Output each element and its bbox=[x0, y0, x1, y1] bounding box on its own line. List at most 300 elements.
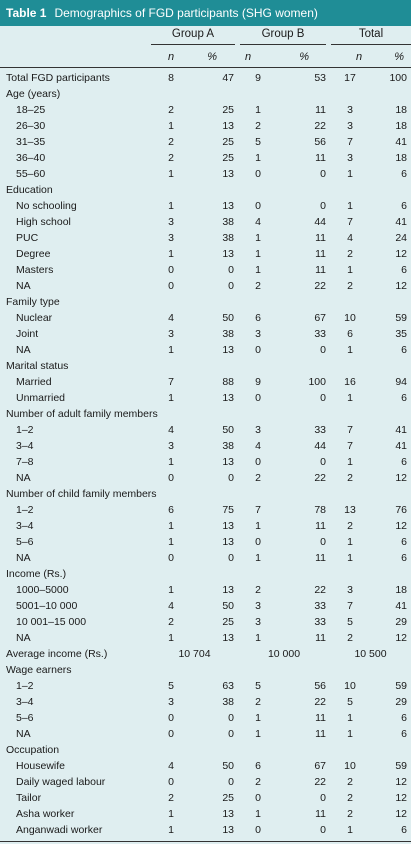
percent-cell: 0 bbox=[320, 536, 326, 548]
count-cell: 2 bbox=[347, 280, 353, 292]
count-cell: 4 bbox=[347, 232, 353, 244]
count-cell: 0 bbox=[168, 552, 174, 564]
table-row bbox=[0, 758, 411, 774]
percent-cell: 25 bbox=[222, 616, 234, 628]
percent-cell: 6 bbox=[401, 392, 407, 404]
percent-cell: 11 bbox=[315, 632, 326, 644]
row-label: 5001–10 000 bbox=[16, 600, 78, 612]
section-header-row bbox=[0, 294, 411, 310]
count-cell: 0 bbox=[255, 824, 261, 836]
percent-cell: 18 bbox=[395, 152, 407, 164]
table-row bbox=[0, 374, 411, 390]
count-cell: 1 bbox=[255, 728, 261, 740]
table-label: Table 1 bbox=[6, 6, 47, 20]
count-cell: 10 bbox=[344, 312, 356, 324]
row-label: 3–4 bbox=[16, 696, 34, 708]
percent-cell: 0 bbox=[228, 552, 234, 564]
count-cell: 2 bbox=[168, 792, 174, 804]
percent-cell: 50 bbox=[222, 760, 234, 772]
percent-cell: 0 bbox=[228, 472, 234, 484]
count-cell: 1 bbox=[255, 248, 261, 260]
percent-cell: 0 bbox=[320, 344, 326, 356]
count-cell: 1 bbox=[347, 552, 353, 564]
count-cell: 4 bbox=[168, 600, 174, 612]
percent-cell: 13 bbox=[222, 200, 234, 212]
percent-cell: 11 bbox=[315, 232, 326, 244]
percent-cell: 22 bbox=[314, 280, 326, 292]
count-cell: 1 bbox=[255, 232, 261, 244]
row-label: 5–6 bbox=[16, 712, 34, 724]
count-cell: 0 bbox=[168, 728, 174, 740]
row-label: 26–30 bbox=[16, 120, 46, 132]
count-cell: 2 bbox=[255, 280, 261, 292]
row-label: Housewife bbox=[16, 760, 66, 772]
table-row bbox=[0, 470, 411, 486]
percent-cell: 12 bbox=[395, 472, 407, 484]
demographics-table bbox=[0, 70, 411, 838]
subhead-n-b: n bbox=[244, 51, 252, 63]
table-row bbox=[0, 198, 411, 214]
table-row bbox=[0, 534, 411, 550]
count-cell: 1 bbox=[168, 536, 174, 548]
count-cell: 0 bbox=[255, 456, 261, 468]
count-cell: 2 bbox=[255, 584, 261, 596]
count-cell: 1 bbox=[255, 264, 261, 276]
percent-cell: 11 bbox=[315, 152, 326, 164]
row-label: 36–40 bbox=[16, 152, 46, 164]
table-row bbox=[0, 438, 411, 454]
section-header-row bbox=[0, 182, 411, 198]
section-header-row bbox=[0, 742, 411, 758]
table-row bbox=[0, 630, 411, 646]
percent-cell: 38 bbox=[222, 232, 234, 244]
count-cell: 7 bbox=[347, 136, 353, 148]
row-label: Total FGD participants bbox=[6, 72, 110, 84]
percent-cell: 44 bbox=[314, 216, 326, 228]
count-cell: 1 bbox=[255, 632, 261, 644]
count-cell: 2 bbox=[347, 248, 353, 260]
table-row bbox=[0, 230, 411, 246]
row-label: 1–2 bbox=[16, 680, 34, 692]
table-row bbox=[0, 822, 411, 838]
count-cell: 2 bbox=[347, 520, 353, 532]
count-cell: 7 bbox=[347, 216, 353, 228]
percent-cell: 6 bbox=[401, 536, 407, 548]
count-cell: 0 bbox=[255, 168, 261, 180]
count-cell: 1 bbox=[347, 456, 353, 468]
row-label: NA bbox=[16, 632, 31, 644]
percent-cell: 41 bbox=[395, 440, 407, 452]
table-row bbox=[0, 150, 411, 166]
percent-cell: 12 bbox=[395, 792, 407, 804]
percent-cell: 38 bbox=[222, 328, 234, 340]
section-label: Wage earners bbox=[6, 664, 72, 676]
count-cell: 1 bbox=[168, 824, 174, 836]
table-row bbox=[0, 326, 411, 342]
percent-cell: 53 bbox=[314, 72, 326, 84]
subhead-pct-a: % bbox=[207, 51, 217, 63]
count-cell: 1 bbox=[347, 168, 353, 180]
percent-cell: 11 bbox=[315, 712, 326, 724]
section-label: Number of child family members bbox=[6, 488, 157, 500]
percent-cell: 13 bbox=[222, 632, 234, 644]
count-cell: 3 bbox=[347, 584, 353, 596]
percent-cell: 6 bbox=[401, 264, 407, 276]
table-row bbox=[0, 598, 411, 614]
percent-cell: 11 bbox=[315, 552, 326, 564]
count-cell: 3 bbox=[347, 152, 353, 164]
table-row bbox=[0, 134, 411, 150]
percent-cell: 6 bbox=[401, 712, 407, 724]
table-row bbox=[0, 262, 411, 278]
table-row bbox=[0, 614, 411, 630]
section-label: Family type bbox=[6, 296, 60, 308]
percent-cell: 0 bbox=[320, 168, 326, 180]
row-label: Asha worker bbox=[16, 808, 75, 820]
table-row bbox=[0, 70, 411, 86]
percent-cell: 13 bbox=[222, 120, 234, 132]
count-cell: 7 bbox=[347, 424, 353, 436]
percent-cell: 63 bbox=[222, 680, 234, 692]
count-cell: 8 bbox=[168, 72, 174, 84]
count-cell: 0 bbox=[168, 712, 174, 724]
table-body bbox=[0, 70, 411, 838]
section-header-row bbox=[0, 406, 411, 422]
percent-cell: 29 bbox=[395, 616, 407, 628]
count-cell: 1 bbox=[168, 200, 174, 212]
percent-cell: 11 bbox=[315, 248, 326, 260]
row-label: 5–6 bbox=[16, 536, 34, 548]
row-label: 55–60 bbox=[16, 168, 46, 180]
row-label: No schooling bbox=[16, 200, 77, 212]
percent-cell: 0 bbox=[228, 712, 234, 724]
count-cell: 4 bbox=[168, 424, 174, 436]
count-cell: 6 bbox=[255, 312, 261, 324]
percent-cell: 0 bbox=[228, 280, 234, 292]
count-cell: 1 bbox=[347, 536, 353, 548]
count-cell: 1 bbox=[168, 344, 174, 356]
row-label: Unmarried bbox=[16, 392, 66, 404]
count-cell: 0 bbox=[168, 280, 174, 292]
row-label: Average income (Rs.) bbox=[6, 648, 108, 660]
row-label: 7–8 bbox=[16, 456, 34, 468]
table-row bbox=[0, 102, 411, 118]
table-row bbox=[0, 454, 411, 470]
row-label: PUC bbox=[16, 232, 39, 244]
row-label: NA bbox=[16, 472, 31, 484]
percent-cell: 6 bbox=[401, 168, 407, 180]
count-cell: 0 bbox=[255, 200, 261, 212]
count-cell: 1 bbox=[168, 584, 174, 596]
count-cell: 3 bbox=[168, 216, 174, 228]
count-cell: 2 bbox=[168, 104, 174, 116]
percent-cell: 78 bbox=[314, 504, 326, 516]
count-cell: 4 bbox=[255, 440, 261, 452]
section-label: Age (years) bbox=[6, 88, 61, 100]
percent-cell: 11 bbox=[315, 808, 326, 820]
table-row bbox=[0, 710, 411, 726]
average-income-value: 10 500 bbox=[354, 648, 387, 660]
count-cell: 16 bbox=[344, 376, 356, 388]
percent-cell: 50 bbox=[222, 312, 234, 324]
count-cell: 1 bbox=[255, 520, 261, 532]
percent-cell: 44 bbox=[314, 440, 326, 452]
percent-cell: 13 bbox=[222, 536, 234, 548]
percent-cell: 13 bbox=[222, 520, 234, 532]
percent-cell: 22 bbox=[314, 584, 326, 596]
percent-cell: 12 bbox=[395, 280, 407, 292]
percent-cell: 56 bbox=[314, 680, 326, 692]
count-cell: 1 bbox=[168, 632, 174, 644]
section-header-row bbox=[0, 358, 411, 374]
row-label: 10 001–15 000 bbox=[16, 616, 87, 628]
count-cell: 0 bbox=[168, 264, 174, 276]
percent-cell: 0 bbox=[228, 776, 234, 788]
count-cell: 5 bbox=[347, 696, 353, 708]
percent-cell: 13 bbox=[222, 392, 234, 404]
percent-cell: 33 bbox=[314, 616, 326, 628]
row-label: 31–35 bbox=[16, 136, 46, 148]
percent-cell: 18 bbox=[395, 104, 407, 116]
row-label: Nuclear bbox=[16, 312, 53, 324]
percent-cell: 59 bbox=[395, 312, 407, 324]
table-row bbox=[0, 118, 411, 134]
percent-cell: 38 bbox=[222, 440, 234, 452]
percent-cell: 33 bbox=[314, 424, 326, 436]
count-cell: 1 bbox=[168, 168, 174, 180]
count-cell: 6 bbox=[168, 504, 174, 516]
percent-cell: 25 bbox=[222, 792, 234, 804]
count-cell: 1 bbox=[255, 712, 261, 724]
row-label: 1–2 bbox=[16, 424, 34, 436]
count-cell: 2 bbox=[168, 136, 174, 148]
group-a-header: Group A bbox=[151, 28, 235, 45]
count-cell: 0 bbox=[255, 344, 261, 356]
row-label: 3–4 bbox=[16, 440, 34, 452]
count-cell: 0 bbox=[168, 776, 174, 788]
percent-cell: 12 bbox=[395, 520, 407, 532]
count-cell: 3 bbox=[255, 616, 261, 628]
table-row bbox=[0, 246, 411, 262]
percent-cell: 94 bbox=[395, 376, 407, 388]
percent-cell: 67 bbox=[314, 760, 326, 772]
percent-cell: 35 bbox=[395, 328, 407, 340]
count-cell: 7 bbox=[168, 376, 174, 388]
count-cell: 2 bbox=[255, 472, 261, 484]
count-cell: 3 bbox=[347, 104, 353, 116]
count-cell: 3 bbox=[255, 424, 261, 436]
count-cell: 1 bbox=[347, 264, 353, 276]
percent-cell: 33 bbox=[314, 328, 326, 340]
table-row bbox=[0, 774, 411, 790]
table-row bbox=[0, 582, 411, 598]
percent-cell: 25 bbox=[222, 104, 234, 116]
percent-cell: 29 bbox=[395, 696, 407, 708]
count-cell: 4 bbox=[168, 760, 174, 772]
count-cell: 2 bbox=[347, 792, 353, 804]
row-label: Married bbox=[16, 376, 52, 388]
percent-cell: 18 bbox=[395, 120, 407, 132]
row-label: Daily waged labour bbox=[16, 776, 106, 788]
count-cell: 1 bbox=[347, 728, 353, 740]
percent-cell: 22 bbox=[314, 776, 326, 788]
table-row bbox=[0, 806, 411, 822]
percent-cell: 6 bbox=[401, 728, 407, 740]
table-row bbox=[0, 502, 411, 518]
percent-cell: 12 bbox=[395, 248, 407, 260]
row-label: 1–2 bbox=[16, 504, 34, 516]
count-cell: 1 bbox=[255, 152, 261, 164]
section-label: Education bbox=[6, 184, 53, 196]
percent-cell: 13 bbox=[222, 808, 234, 820]
row-label: NA bbox=[16, 728, 31, 740]
percent-cell: 0 bbox=[320, 824, 326, 836]
percent-cell: 13 bbox=[222, 248, 234, 260]
table-row bbox=[0, 422, 411, 438]
row-label: NA bbox=[16, 552, 31, 564]
count-cell: 1 bbox=[168, 456, 174, 468]
count-cell: 2 bbox=[255, 696, 261, 708]
table-row bbox=[0, 518, 411, 534]
section-header-row bbox=[0, 86, 411, 102]
percent-cell: 18 bbox=[395, 584, 407, 596]
header-rule bbox=[0, 67, 411, 68]
count-cell: 7 bbox=[347, 440, 353, 452]
percent-cell: 11 bbox=[315, 520, 326, 532]
table-caption: Demographics of FGD participants (SHG women) bbox=[54, 6, 318, 20]
table-row bbox=[0, 278, 411, 294]
percent-cell: 12 bbox=[395, 808, 407, 820]
subhead-n-total: n bbox=[355, 51, 363, 63]
percent-cell: 13 bbox=[222, 168, 234, 180]
count-cell: 5 bbox=[255, 136, 261, 148]
count-cell: 10 bbox=[344, 760, 356, 772]
percent-cell: 0 bbox=[320, 392, 326, 404]
average-income-value: 10 000 bbox=[267, 648, 301, 660]
count-cell: 0 bbox=[255, 392, 261, 404]
count-cell: 2 bbox=[347, 776, 353, 788]
subhead-pct-total: % bbox=[394, 51, 404, 63]
count-cell: 0 bbox=[255, 536, 261, 548]
average-income-row bbox=[0, 646, 411, 662]
row-label: Tailor bbox=[16, 792, 42, 804]
section-label: Number of adult family members bbox=[6, 408, 158, 420]
row-label: Masters bbox=[16, 264, 54, 276]
percent-cell: 6 bbox=[401, 200, 407, 212]
percent-cell: 0 bbox=[320, 200, 326, 212]
percent-cell: 13 bbox=[222, 344, 234, 356]
count-cell: 3 bbox=[255, 600, 261, 612]
percent-cell: 75 bbox=[222, 504, 234, 516]
percent-cell: 12 bbox=[395, 632, 407, 644]
percent-cell: 76 bbox=[395, 504, 407, 516]
bottom-rule bbox=[0, 841, 411, 842]
count-cell: 4 bbox=[168, 312, 174, 324]
count-cell: 2 bbox=[168, 616, 174, 628]
percent-cell: 25 bbox=[222, 152, 234, 164]
percent-cell: 6 bbox=[401, 456, 407, 468]
count-cell: 2 bbox=[347, 472, 353, 484]
table-row bbox=[0, 726, 411, 742]
count-cell: 7 bbox=[347, 600, 353, 612]
table-row bbox=[0, 342, 411, 358]
percent-cell: 6 bbox=[401, 344, 407, 356]
table-row bbox=[0, 166, 411, 182]
row-label: Anganwadi worker bbox=[16, 824, 103, 836]
percent-cell: 41 bbox=[395, 600, 407, 612]
percent-cell: 67 bbox=[314, 312, 326, 324]
table-row bbox=[0, 310, 411, 326]
percent-cell: 41 bbox=[395, 424, 407, 436]
count-cell: 0 bbox=[255, 792, 261, 804]
count-cell: 5 bbox=[168, 680, 174, 692]
count-cell: 1 bbox=[168, 808, 174, 820]
section-label: Income (Rs.) bbox=[6, 568, 67, 580]
count-cell: 7 bbox=[255, 504, 261, 516]
count-cell: 1 bbox=[255, 552, 261, 564]
count-cell: 5 bbox=[347, 616, 353, 628]
percent-cell: 0 bbox=[320, 792, 326, 804]
section-label: Marital status bbox=[6, 360, 69, 372]
count-cell: 9 bbox=[255, 376, 261, 388]
table-title-bar bbox=[0, 0, 411, 26]
table-row bbox=[0, 790, 411, 806]
percent-cell: 25 bbox=[222, 136, 234, 148]
percent-cell: 11 bbox=[315, 264, 326, 276]
row-label: Degree bbox=[16, 248, 51, 260]
percent-cell: 41 bbox=[395, 136, 407, 148]
percent-cell: 0 bbox=[228, 264, 234, 276]
count-cell: 1 bbox=[168, 120, 174, 132]
group-b-header: Group B bbox=[240, 28, 326, 45]
percent-cell: 13 bbox=[222, 456, 234, 468]
count-cell: 2 bbox=[255, 120, 261, 132]
count-cell: 2 bbox=[347, 808, 353, 820]
count-cell: 3 bbox=[347, 120, 353, 132]
percent-cell: 12 bbox=[395, 776, 407, 788]
percent-cell: 100 bbox=[308, 376, 326, 388]
percent-cell: 0 bbox=[228, 728, 234, 740]
count-cell: 1 bbox=[347, 824, 353, 836]
percent-cell: 59 bbox=[395, 760, 407, 772]
count-cell: 10 bbox=[344, 680, 356, 692]
percent-cell: 6 bbox=[401, 824, 407, 836]
count-cell: 1 bbox=[255, 808, 261, 820]
count-cell: 1 bbox=[347, 344, 353, 356]
row-label: 18–25 bbox=[16, 104, 46, 116]
count-cell: 13 bbox=[344, 504, 356, 516]
percent-cell: 47 bbox=[222, 72, 234, 84]
percent-cell: 33 bbox=[314, 600, 326, 612]
count-cell: 1 bbox=[347, 200, 353, 212]
percent-cell: 13 bbox=[222, 584, 234, 596]
table-row bbox=[0, 694, 411, 710]
row-label: High school bbox=[16, 216, 71, 228]
count-cell: 1 bbox=[347, 392, 353, 404]
section-label: Occupation bbox=[6, 744, 60, 756]
percent-cell: 0 bbox=[320, 456, 326, 468]
total-header: Total bbox=[331, 28, 411, 45]
row-label: NA bbox=[16, 344, 31, 356]
count-cell: 6 bbox=[255, 760, 261, 772]
percent-cell: 59 bbox=[395, 680, 407, 692]
percent-cell: 24 bbox=[395, 232, 407, 244]
table-row bbox=[0, 214, 411, 230]
count-cell: 6 bbox=[347, 328, 353, 340]
count-cell: 2 bbox=[347, 632, 353, 644]
percent-cell: 6 bbox=[401, 552, 407, 564]
table-row bbox=[0, 678, 411, 694]
